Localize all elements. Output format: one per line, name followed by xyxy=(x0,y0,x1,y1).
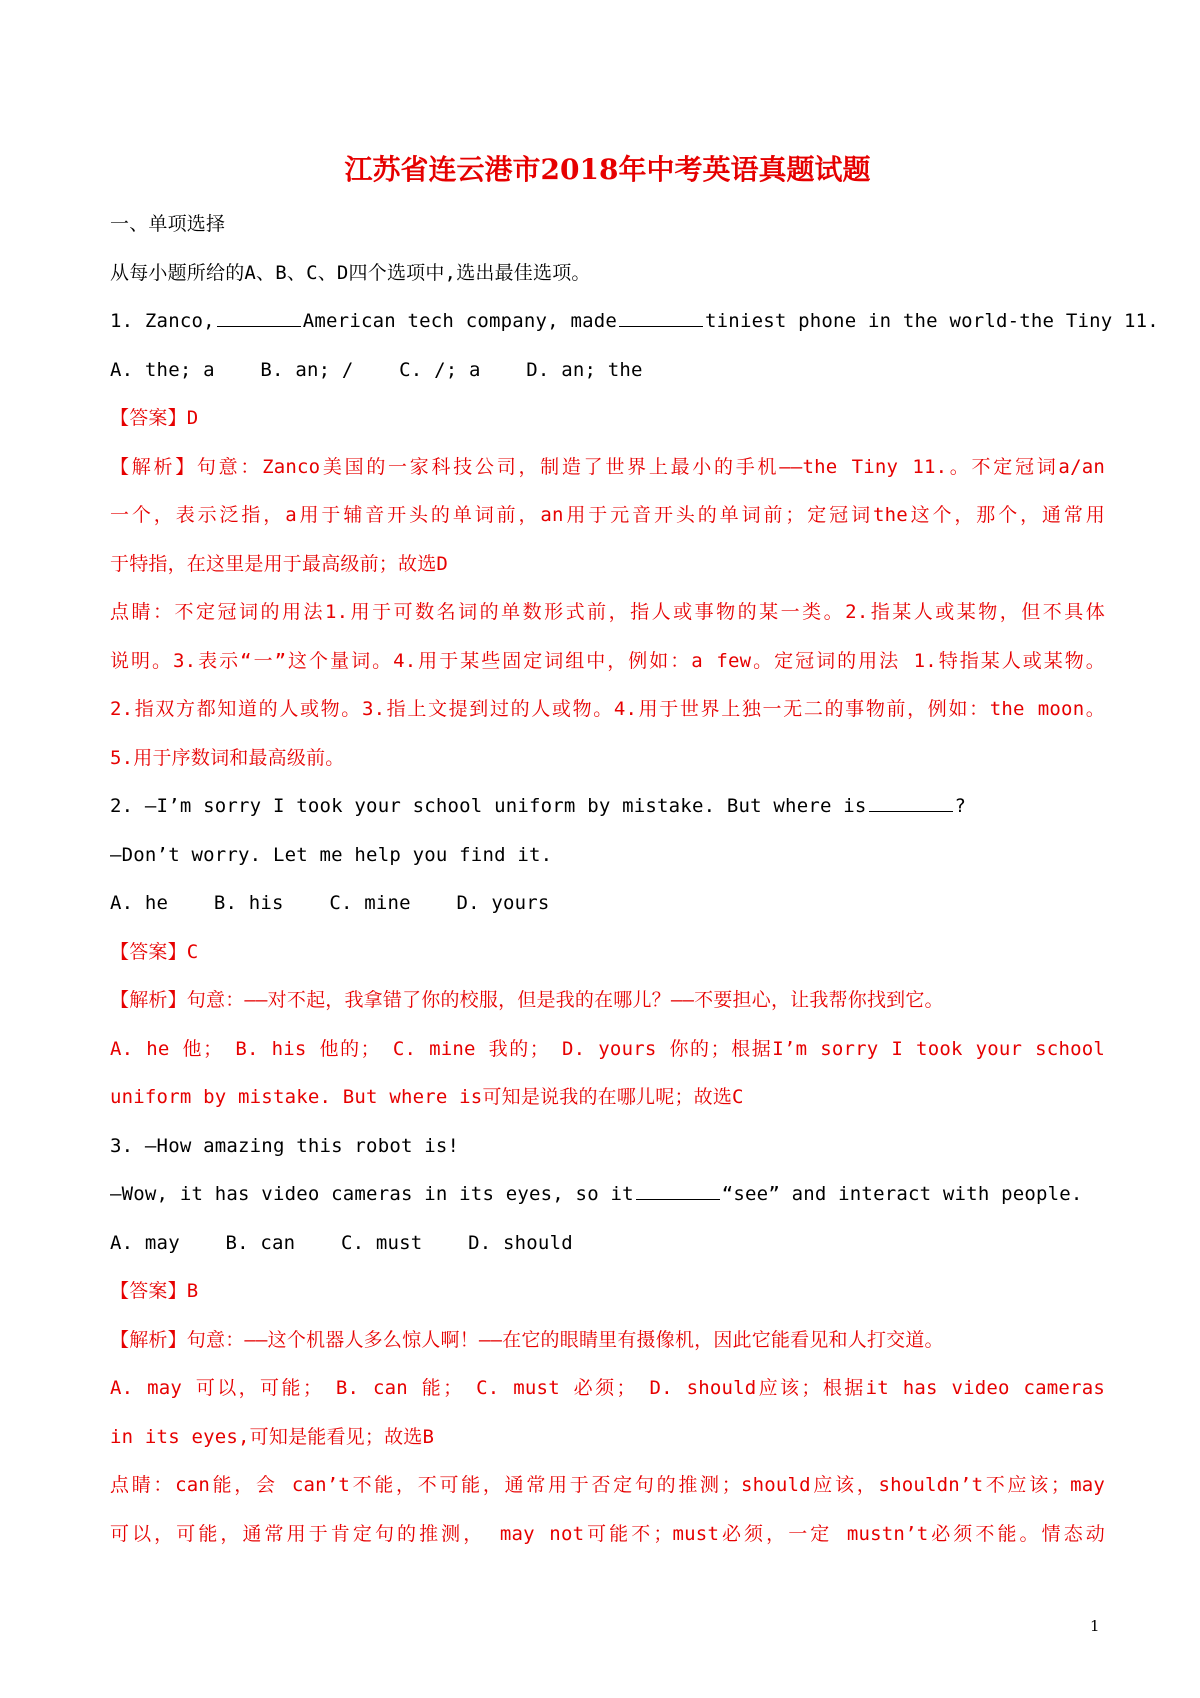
question-1-analysis-line: 一个，表示泛指，a用于辅音开头的单词前，an用于元音开头的单词前；定冠词the这个，那个，通常用 xyxy=(110,504,1105,526)
page-number: 1 xyxy=(1090,1617,1100,1635)
question-3-analysis-line: A. may 可以，可能； B. can 能； C. must 必须； D. should应该；根据it has video cameras xyxy=(110,1377,1105,1399)
page-title: 江苏省连云港市2018年中考英语真题试题 xyxy=(344,153,871,186)
question-2-stem: 2. —I’m sorry I took your school uniform by mistake. But where is ? xyxy=(110,795,967,817)
option-b: B. his xyxy=(213,892,284,914)
question-3-options xyxy=(110,1219,1105,1268)
question-2-analysis-line: A. he 他； B. his 他的； C. mine 我的； D. yours 你的；根据I’m sorry I took your school xyxy=(110,1037,1105,1060)
question-3-analysis-line: in its eyes,可知是能看见；故选B xyxy=(110,1425,435,1448)
option-a: A. he xyxy=(110,892,169,914)
question-3-answer: 【答案】B xyxy=(110,1280,199,1302)
option-c: C. mine xyxy=(329,892,411,914)
question-2-options xyxy=(110,879,1105,928)
question-1-analysis-line: 【解析】句意：Zanco美国的一家科技公司，制造了世界上最小的手机——the Tiny 11.。不定冠词a/an xyxy=(110,455,1105,478)
answer-blank xyxy=(636,1198,720,1200)
question-2-analysis-line: uniform by mistake. But where is可知是说我的在哪儿呢；故选C xyxy=(110,1086,744,1108)
question-1-tip-line: 2.指双方都知道的人或物。3.指上文提到过的人或物。4.用于世界上独一无二的事物前，例如：the moon。 xyxy=(110,698,1105,720)
question-1-options xyxy=(110,346,1105,395)
question-3-stem: —Wow, it has video cameras in its eyes, so it “see” and interact with people. xyxy=(110,1183,1083,1205)
answer-blank xyxy=(619,325,703,327)
option-c: C. must xyxy=(340,1231,423,1254)
option-b: B. an; / xyxy=(260,358,354,381)
instruction: 从每小题所给的A、B、C、D四个选项中,选出最佳选项。 xyxy=(110,261,591,284)
option-b: B. can xyxy=(225,1231,296,1254)
question-1-answer: 【答案】D xyxy=(110,407,199,429)
section-heading: 一、单项选择 xyxy=(110,213,226,235)
question-1-analysis-line: 于特指，在这里是用于最高级前；故选D xyxy=(110,552,449,575)
question-3-line: 3. —How amazing this robot is! xyxy=(110,1134,460,1157)
answer-blank xyxy=(217,325,301,327)
question-2-reply: —Don’t worry. Let me help you find it. xyxy=(110,843,553,866)
option-a: A. may xyxy=(110,1231,180,1254)
question-3-tip-line: 点睛：can能，会 can’t不能，不可能，通常用于否定句的推测；should应该，shouldn’t不应该；may xyxy=(110,1474,1105,1496)
document-page xyxy=(110,150,1159,1558)
option-d: D. yours xyxy=(456,892,550,914)
question-2-answer: 【答案】C xyxy=(110,940,199,963)
question-3-tip-line: 可以，可能，通常用于肯定句的推测， may not可能不；must必须，一定 mustn’t必须不能。情态动 xyxy=(110,1522,1105,1545)
question-1-tip-line: 5.用于序数词和最高级前。 xyxy=(110,746,345,769)
question-2-analysis-line: 【解析】句意：——对不起，我拿错了你的校服，但是我的在哪儿？——不要担心，让我帮你找到它。 xyxy=(110,989,944,1011)
option-c: C. /; a xyxy=(399,358,481,381)
question-3-analysis-line: 【解析】句意：——这个机器人多么惊人啊！——在它的眼睛里有摄像机，因此它能看见和人打交道。 xyxy=(110,1328,944,1351)
question-1-tip-line: 点睛：不定冠词的用法1.用于可数名词的单数形式前，指人或事物的某一类。2.指某人或某物，但不具体 xyxy=(110,601,1105,623)
option-a: A. the; a xyxy=(110,358,215,381)
question-1-tip-line: 说明。3.表示“一”这个量词。4.用于某些固定词组中，例如：a few。定冠词的用法 1.特指某人或某物。 xyxy=(110,649,1105,672)
option-d: D. an; the xyxy=(526,358,643,381)
question-1-stem: 1. Zanco, American tech company, made tiniest phone in the world-the Tiny 11. xyxy=(110,310,1159,332)
answer-blank xyxy=(869,810,953,812)
option-d: D. should xyxy=(468,1231,573,1254)
